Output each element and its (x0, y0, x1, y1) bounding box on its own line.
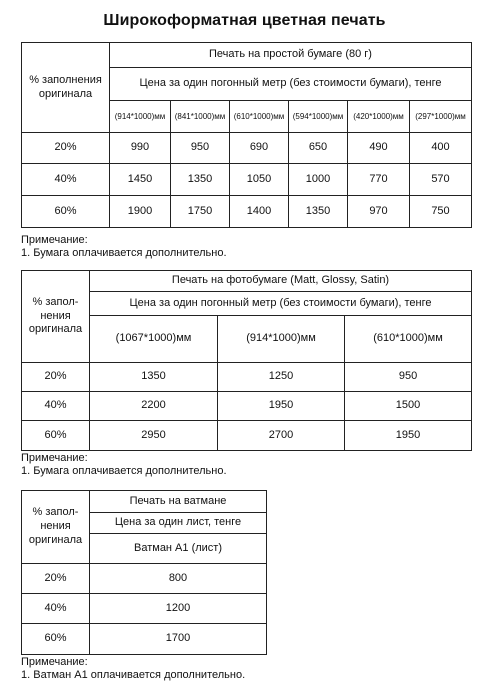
fill-percent-header-line1: % заполнения (29, 73, 102, 86)
price-cell: 400 (410, 133, 472, 164)
plain-paper-price-table (21, 42, 472, 228)
price-cell: 690 (230, 133, 289, 164)
photo-paper-price-table (21, 270, 472, 451)
note-text: 1. Ватман А1 оплачивается дополнительно. (21, 669, 246, 681)
price-cell: 1200 (90, 594, 267, 624)
table-row (22, 133, 472, 164)
size-header: (914*1000)мм (218, 316, 345, 363)
price-cell: 1250 (218, 363, 345, 392)
table-row (22, 392, 472, 421)
table-row (22, 164, 472, 196)
size-header: (1067*1000)мм (90, 316, 218, 363)
fill-percent-cell: 60% (22, 421, 90, 451)
price-cell: 1950 (218, 392, 345, 421)
note-heading: Примечание: (21, 234, 88, 246)
price-per-sheet-header: Цена за один лист, тенге (90, 513, 267, 534)
price-cell: 2950 (90, 421, 218, 451)
price-cell: 490 (348, 133, 410, 164)
photo-paper-header: Печать на фотобумаге (Matt, Glossy, Satin) (90, 271, 472, 292)
fill-percent-header (22, 271, 90, 363)
fill-percent-header-line2: нения (40, 520, 71, 533)
price-cell: 2700 (218, 421, 345, 451)
fill-percent-header-line2: нения (40, 309, 71, 322)
size-header: (420*1000)мм (348, 101, 410, 133)
whatman-header: Печать на ватмане (90, 491, 267, 513)
note-heading: Примечание: (21, 452, 88, 464)
size-header: (297*1000)мм (410, 101, 472, 133)
fill-percent-header-line2: оригинала (38, 87, 93, 100)
fill-percent-cell: 60% (22, 624, 90, 655)
table-row (22, 594, 267, 624)
price-cell: 950 (171, 133, 230, 164)
price-cell: 950 (345, 363, 472, 392)
size-header: (841*1000)мм (171, 101, 230, 133)
price-cell: 770 (348, 164, 410, 196)
price-cell: 1900 (110, 196, 171, 228)
fill-percent-cell: 20% (22, 133, 110, 164)
fill-percent-cell: 60% (22, 196, 110, 228)
note-text: 1. Бумага оплачивается дополнительно. (21, 465, 227, 477)
fill-percent-header-line1: % запол- (32, 506, 79, 519)
fill-percent-cell: 40% (22, 164, 110, 196)
price-cell: 1350 (171, 164, 230, 196)
note-block (21, 656, 245, 682)
table-row (22, 564, 267, 594)
price-cell: 990 (110, 133, 171, 164)
note-block (21, 234, 227, 260)
note-heading: Примечание: (21, 656, 88, 668)
fill-percent-header-line1: % запол- (32, 295, 79, 308)
size-header: Ватман А1 (лист) (90, 534, 267, 564)
price-cell: 1350 (90, 363, 218, 392)
fill-percent-header (22, 43, 110, 133)
price-cell: 750 (410, 196, 472, 228)
price-cell: 1350 (289, 196, 348, 228)
note-text: 1. Бумага оплачивается дополнительно. (21, 247, 227, 259)
price-cell: 2200 (90, 392, 218, 421)
price-cell: 1950 (345, 421, 472, 451)
whatman-price-table (21, 490, 267, 655)
price-per-meter-header: Цена за один погонный метр (без стоимости бумаги), тенге (110, 68, 472, 101)
price-cell: 650 (289, 133, 348, 164)
fill-percent-cell: 40% (22, 594, 90, 624)
size-header: (610*1000)мм (230, 101, 289, 133)
price-per-meter-header: Цена за один погонный метр (без стоимости бумаги), тенге (90, 292, 472, 316)
price-cell: 1700 (90, 624, 267, 655)
fill-percent-header-line3: оригинала (28, 533, 83, 546)
price-cell: 1450 (110, 164, 171, 196)
price-cell: 1000 (289, 164, 348, 196)
fill-percent-header-line3: оригинала (28, 323, 83, 336)
price-cell: 570 (410, 164, 472, 196)
price-cell: 1750 (171, 196, 230, 228)
size-header: (610*1000)мм (345, 316, 472, 363)
table-row (22, 363, 472, 392)
size-header: (914*1000)мм (110, 101, 171, 133)
table-row (22, 624, 267, 655)
price-cell: 800 (90, 564, 267, 594)
price-cell: 1500 (345, 392, 472, 421)
page-title: Широкоформатная цветная печать (103, 12, 386, 29)
table-row (22, 196, 472, 228)
table-row (22, 421, 472, 451)
size-header: (594*1000)мм (289, 101, 348, 133)
price-cell: 1400 (230, 196, 289, 228)
fill-percent-cell: 40% (22, 392, 90, 421)
fill-percent-header (22, 491, 90, 564)
price-cell: 1050 (230, 164, 289, 196)
note-block (21, 452, 227, 478)
fill-percent-cell: 20% (22, 564, 90, 594)
price-cell: 970 (348, 196, 410, 228)
plain-paper-header: Печать на простой бумаге (80 г) (110, 43, 472, 68)
fill-percent-cell: 20% (22, 363, 90, 392)
